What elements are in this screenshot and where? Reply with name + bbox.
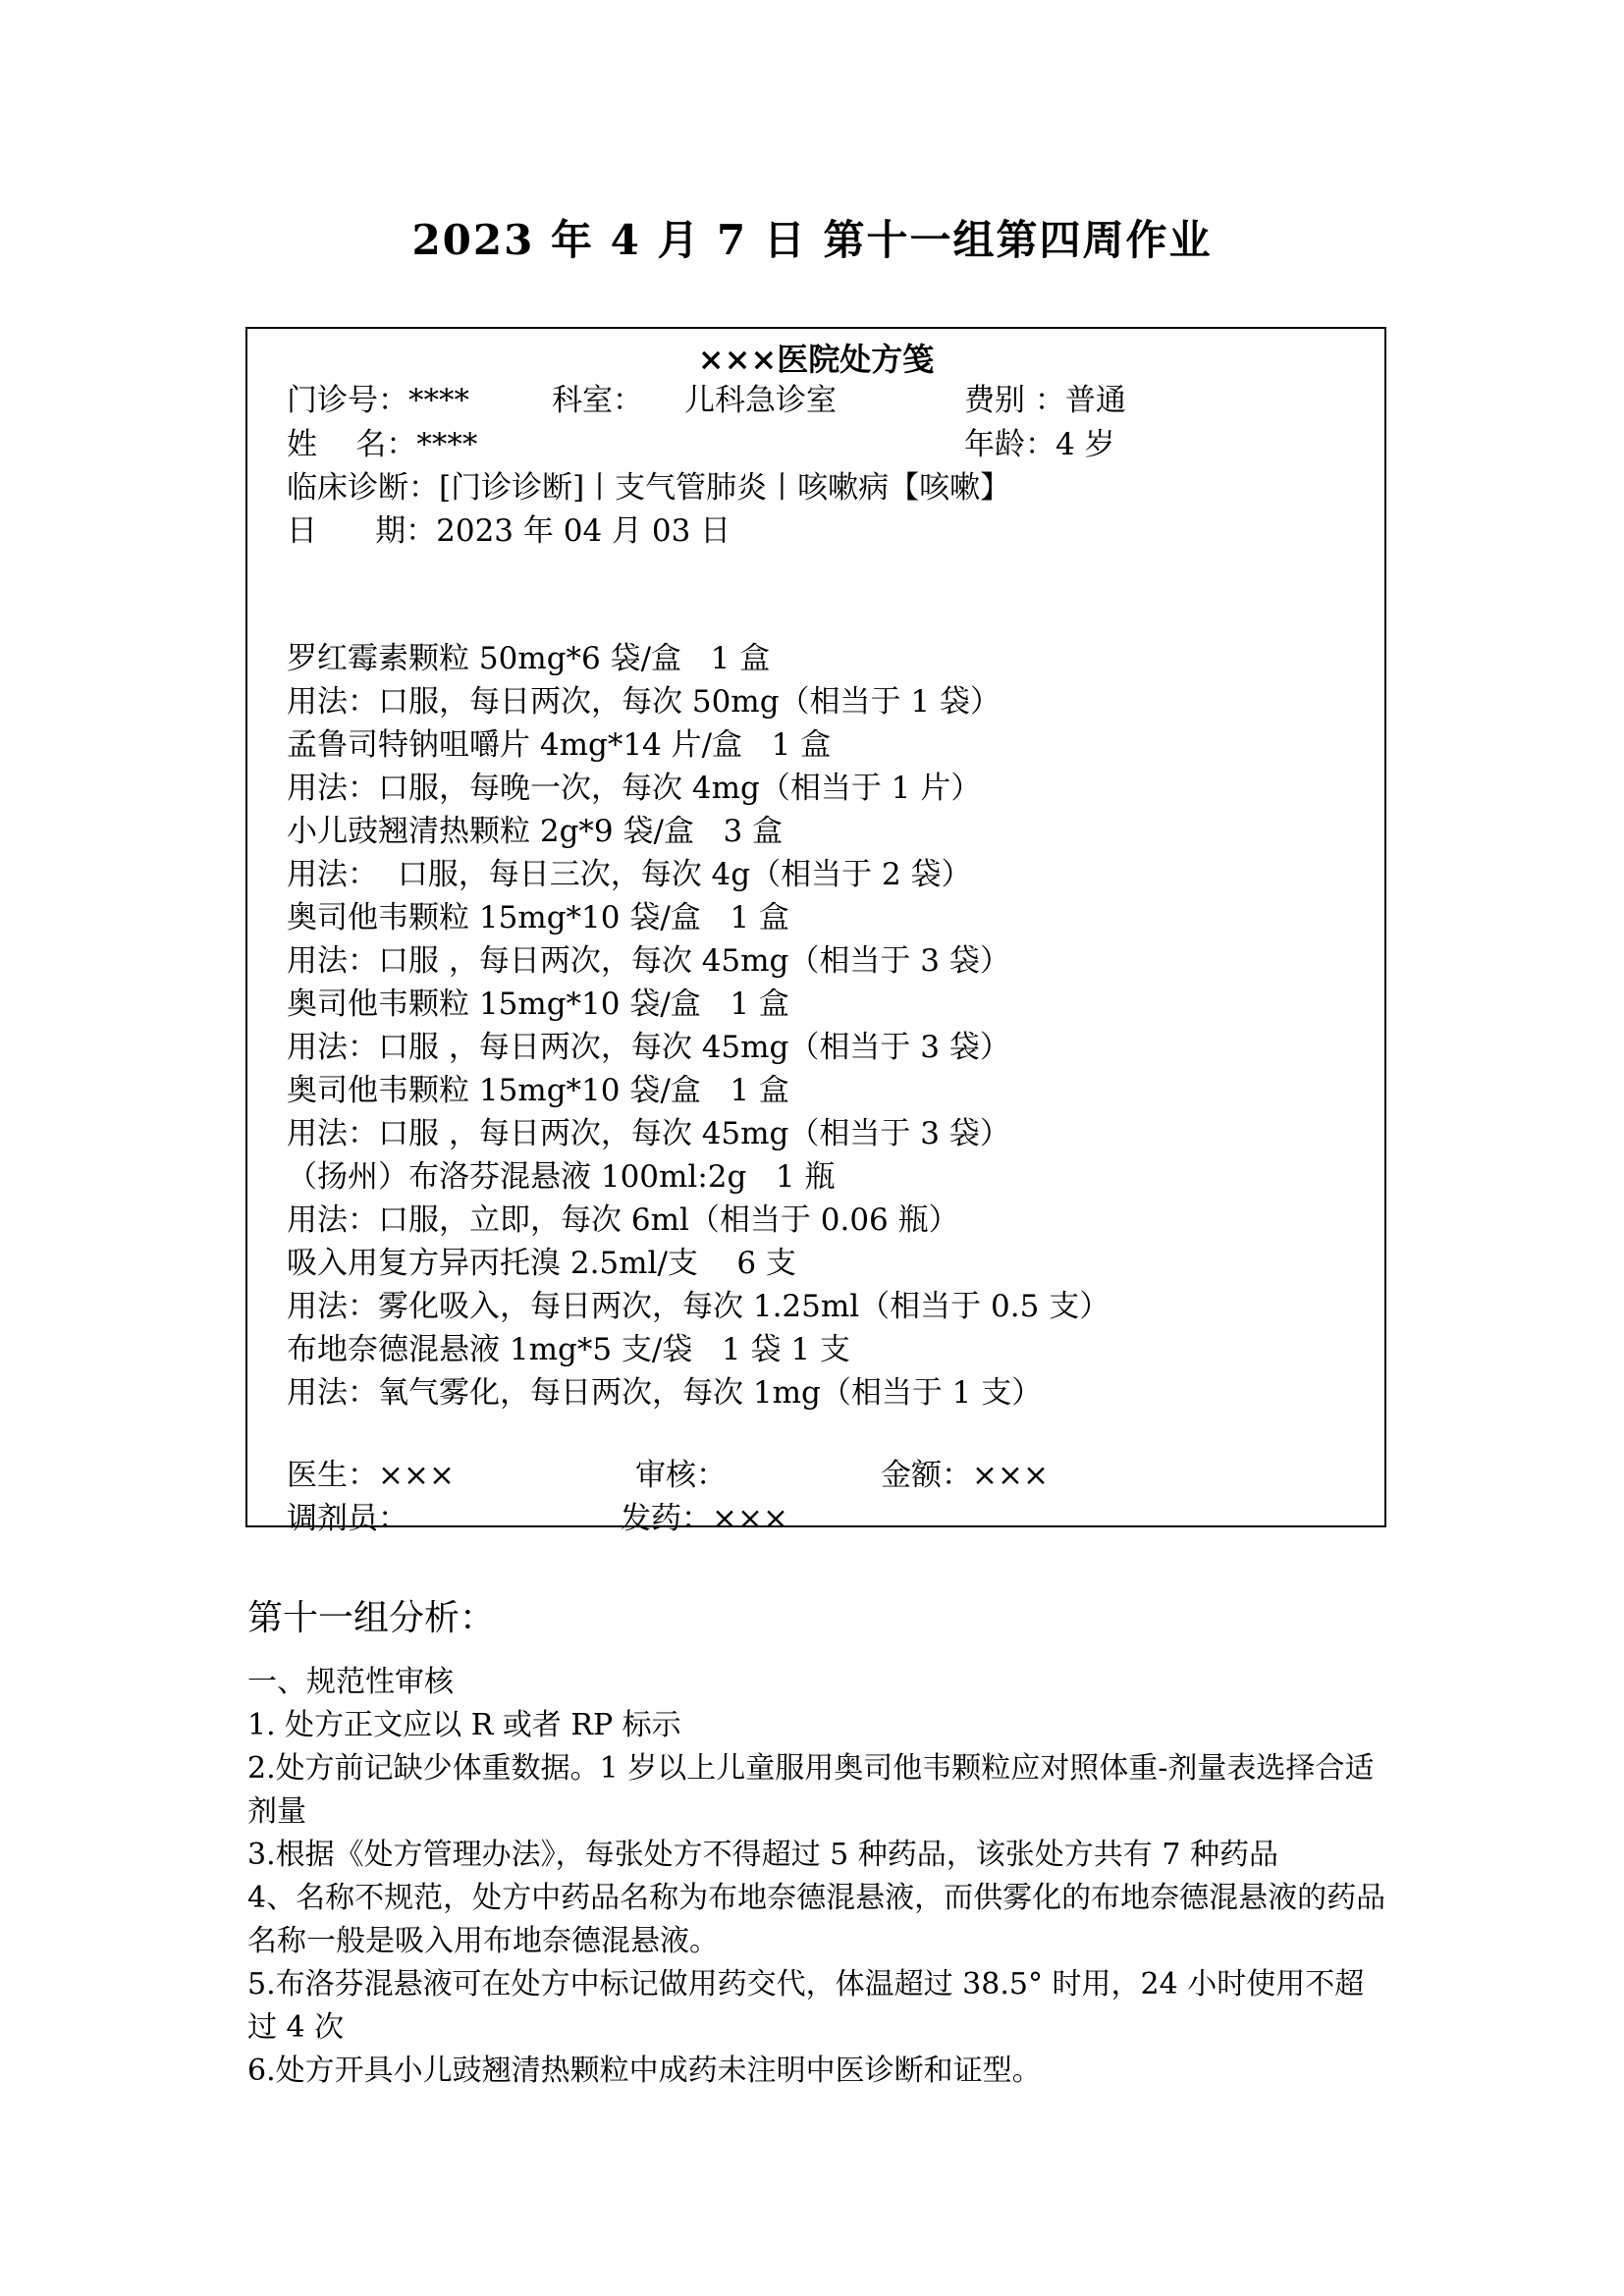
analysis-point: 3.根据《处方管理办法》，每张处方不得超过 5 种药品，该张处方共有 7 种药品: [247, 1838, 1278, 1872]
doctor-signature: 医生：×××: [287, 1458, 455, 1493]
drug-line: 奥司他韦颗粒 15mg*10 袋/盒 1 盒: [287, 987, 789, 1022]
drug-line: 小儿豉翘清热颗粒 2g*9 袋/盒 3 盒: [287, 814, 784, 849]
patient-name: 姓 名：****: [287, 427, 478, 462]
analysis-point: 5.布洛芬混悬液可在处方中标记做用药交代，体温超过 38.5° 时用，24 小时使用不超过 4 次: [247, 1967, 1365, 2045]
analysis-heading: 第十一组分析：: [247, 1598, 496, 1638]
drug-line: 奥司他韦颗粒 15mg*10 袋/盒 1 盒: [287, 1073, 789, 1108]
usage-line: 用法：氧气雾化，每日两次，每次 1mg（相当于 1 支）: [287, 1375, 1043, 1411]
usage-line: 用法：口服，立即，每次 6ml（相当于 0.06 瓶）: [287, 1202, 959, 1238]
prescription-date: 日 期：2023 年 04 月 03 日: [287, 513, 731, 549]
clinical-diagnosis: 临床诊断：[门诊诊断]丨支气管肺炎丨咳嗽病【咳嗽】: [287, 470, 1011, 506]
usage-line: 用法：口服 ，每日两次，每次 45mg（相当于 3 袋）: [287, 943, 1010, 979]
usage-line: 用法：雾化吸入，每日两次，每次 1.25ml（相当于 0.5 支）: [287, 1289, 1110, 1324]
prescription-title: ×××医院处方笺: [697, 341, 935, 378]
amount: 金额：×××: [881, 1458, 1049, 1493]
fee-type: 费别 ：普通: [964, 383, 1126, 418]
department-label: 科室：: [552, 383, 643, 418]
drug-line: 布地奈德混悬液 1mg*5 支/袋 1 袋 1 支: [287, 1332, 850, 1367]
usage-line: 用法：口服，每日两次，每次 50mg（相当于 1 袋）: [287, 684, 1001, 720]
page-title: 2023 年 4 月 7 日 第十一组第四周作业: [411, 216, 1213, 264]
patient-age: 年龄：4 岁: [964, 427, 1115, 462]
section-heading: 一、规范性审核: [247, 1665, 454, 1699]
dispense-signature: 发药：×××: [621, 1501, 788, 1536]
analysis-point: 4、名称不规范，处方中药品名称为布地奈德混悬液，而供雾化的布地奈德混悬液的药品名称一般是吸入用布地奈德混悬液。: [247, 1881, 1386, 1958]
usage-line: 用法：口服 ，每日两次，每次 45mg（相当于 3 袋）: [287, 1030, 1010, 1065]
usage-line: 用法：口服 ，每日两次，每次 45mg（相当于 3 袋）: [287, 1116, 1010, 1151]
prescription-box: [245, 327, 1386, 1536]
drug-line: 吸入用复方异丙托溴 2.5ml/支 6 支: [287, 1246, 796, 1281]
review-signature: 审核：: [635, 1458, 727, 1493]
analysis-point: 1. 处方正文应以 R 或者 RP 标示: [247, 1708, 681, 1742]
analysis-point: 2.处方前记缺少体重数据。1 岁以上儿童服用奥司他韦颗粒应对照体重-剂量表选择合适剂量: [247, 1751, 1375, 1829]
drug-line: 罗红霉素颗粒 50mg*6 袋/盒 1 盒: [287, 641, 771, 676]
usage-line: 用法： 口服，每日三次，每次 4g（相当于 2 袋）: [287, 857, 972, 892]
drug-line: （扬州）布洛芬混悬液 100ml:2g 1 瓶: [287, 1159, 836, 1195]
department-value: 儿科急诊室: [684, 383, 837, 418]
analysis-point: 6.处方开具小儿豉翘清热颗粒中成药未注明中医诊断和证型。: [247, 2054, 1042, 2088]
usage-line: 用法：口服，每晚一次，每次 4mg（相当于 1 片）: [287, 771, 982, 806]
dispenser-signature: 调剂员：: [287, 1501, 408, 1536]
drug-line: 奥司他韦颗粒 15mg*10 袋/盒 1 盒: [287, 900, 789, 935]
drug-line: 孟鲁司特钠咀嚼片 4mg*14 片/盒 1 盒: [287, 727, 832, 763]
clinic-number: 门诊号：****: [287, 383, 469, 418]
